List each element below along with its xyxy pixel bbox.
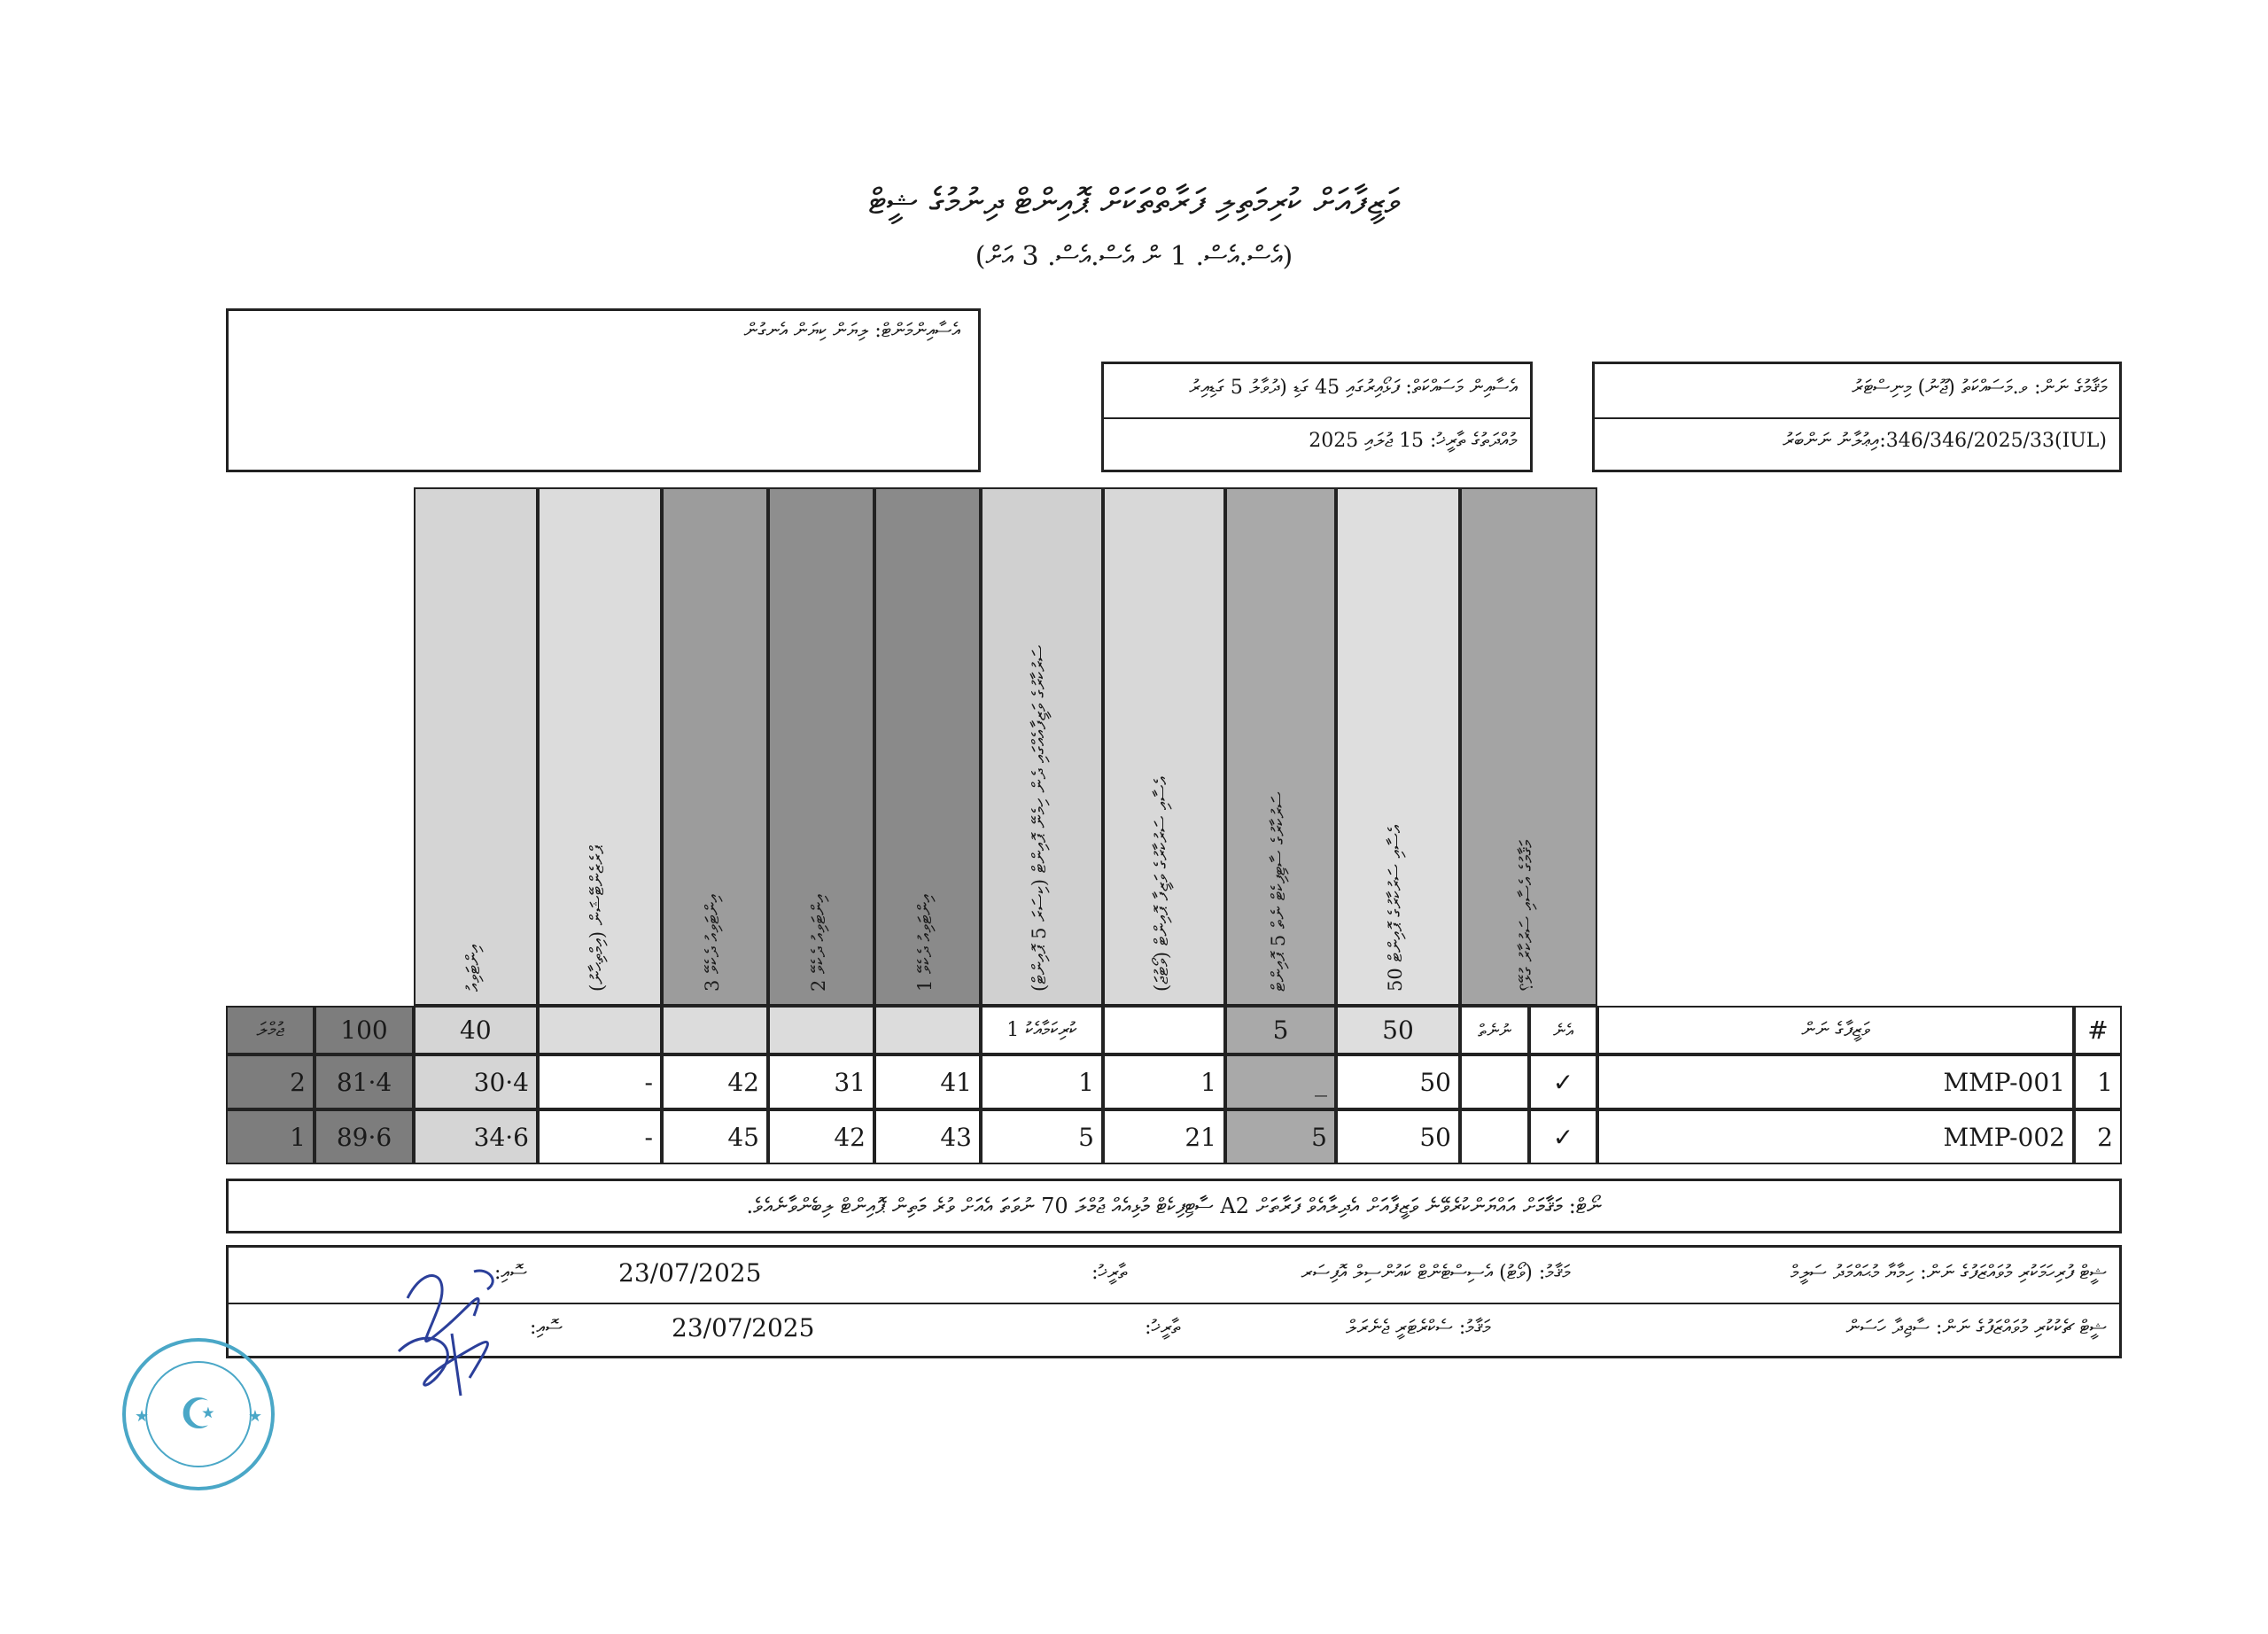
checked-date: 23/07/2025: [672, 1313, 815, 1342]
filled-by: ޝީޓް ފުރިހަމަކުރި މުވައްޒަފުގެ ނަން: ހިމާޔާ މުޙައްމަދު ސަލީމް: [1790, 1262, 2107, 1284]
table-cell: 1: [1103, 1054, 1225, 1109]
col-header: އިންޓަވިއު: [414, 487, 538, 1006]
sub-header: 100: [315, 1006, 414, 1054]
col-header: ސަރުކާރުގެ ސާޓިފިކެޓް ނެތް 5 ޕޮއިންޓް: [1225, 487, 1336, 1006]
sub-header: ނުނެތް: [1460, 1006, 1529, 1054]
office-box: [1592, 362, 2122, 472]
sub-header: ވަޒީފާގެ ނަން: [1597, 1006, 2074, 1054]
sub-header: [1103, 1006, 1225, 1054]
table-cell: 43: [874, 1109, 981, 1164]
office-name: މަޤާމުގެ ނަން: ވ.މަސައްކަތު (ޖޫނު) މިނިސްޓަރު: [1852, 377, 2107, 399]
filled-by-post: މަޤާމު: (ވޯޓު) އެސިސްޓެންޓް ކައުންސިލް އޮފިސަރ: [1301, 1262, 1570, 1284]
job-level: އެސާއިން މަސައްކަތް: ފަޅޯއިރުގައި 45 ގަޑި (ދުވާލު 5 ގަޑިއިރު: [1189, 377, 1518, 399]
sign-label: ސޮއި:: [530, 1317, 563, 1339]
checked-by-post: މަޤާމު: ސެކްރެޓަރީ ޖެނެރަލް: [1346, 1317, 1490, 1339]
sub-header: 5: [1225, 1006, 1336, 1054]
sub-header: ޖުމްލަ: [226, 1006, 315, 1054]
table-cell: 31: [768, 1054, 874, 1109]
table-cell: 50: [1336, 1109, 1460, 1164]
col-header: އެސާއި ސަރުކާރުގެ ޕޮއިންޓް 50: [1336, 487, 1460, 1006]
table-cell: 5: [1225, 1109, 1336, 1164]
sub-header: ކުރިކަމާއެކު 1: [981, 1006, 1103, 1054]
table-cell: 30·4: [414, 1054, 538, 1109]
job-title-box: [226, 308, 981, 472]
table-cell-name: MMP-002: [1597, 1109, 2074, 1164]
col-header: އިންޓަވިއު ދެކެވޭ 2: [768, 487, 874, 1006]
table-cell: 1: [981, 1054, 1103, 1109]
col-header: މަޤާމުގެ އެސާއި ސަރުކާރު ގުޅޭ؟: [1460, 487, 1597, 1006]
post-date: މުއްދަތުގެ ތާރީޚު: 15 ޖުލައި 2025: [1309, 430, 1518, 452]
job-level-box: [1101, 362, 1533, 472]
table-cell: 41: [874, 1054, 981, 1109]
checked-by: ޝީޓް ޗެކުކުރި މުވައްޒަފުގެ ނަން: ސާޖިދާ ހަސަން: [1845, 1317, 2107, 1339]
sub-header: [662, 1006, 768, 1054]
table-cell-rank: 1: [226, 1109, 315, 1164]
table-cell: [1460, 1054, 1529, 1109]
signature-image: [390, 1245, 514, 1400]
table-cell-rank: 2: [226, 1054, 315, 1109]
reference-number: (IUL)346/346/2025/33:އިޢުލާނު ނަންބަރު: [1783, 430, 2107, 452]
table-cell: 45: [662, 1109, 768, 1164]
filled-date: 23/07/2025: [618, 1258, 762, 1288]
table-cell-check: ✓: [1529, 1054, 1597, 1109]
table-cell: 21: [1103, 1109, 1225, 1164]
sub-header: #: [2074, 1006, 2122, 1054]
col-header: އެސާއި ސަރުކާރުގެ ވަޒީފާ ޕޮއިންޓް (ވޯޓުޖަ): [1103, 487, 1225, 1006]
table-cell: 42: [768, 1109, 874, 1164]
table-cell-total: 81·4: [315, 1054, 414, 1109]
col-header: އިންޓަވިއު ދެކެވޭ 1: [874, 487, 981, 1006]
sub-header: [768, 1006, 874, 1054]
sign-label: ސޮއި:: [494, 1262, 528, 1284]
table-cell-check: ✓: [1529, 1109, 1597, 1164]
page-subtitle: (އެސް.އެސް. 1 ން އެސް.އެސް. 3 އަށް): [975, 241, 1293, 272]
col-header: އިންޓަވިއު ދެކެވޭ 3: [662, 487, 768, 1006]
col-header: ސަރުކާރުގެ ވަޒީފާއެއްގައި ދެން ހިމެނޭ ޕޮއިންޓް (ކިސަރަ 5 ޕޮއިންޓް): [981, 487, 1103, 1006]
sub-header: [874, 1006, 981, 1054]
table-cell: 42: [662, 1054, 768, 1109]
table-cell-name: MMP-001: [1597, 1054, 2074, 1109]
table-cell: 34·6: [414, 1109, 538, 1164]
col-header: ޕްރެޒެންޓޭޝަން (އިމްތިޙާނު): [538, 487, 662, 1006]
table-cell: 5: [981, 1109, 1103, 1164]
date-label: ތާރީޚު:: [1091, 1262, 1127, 1284]
date-label: ތާރީޚު:: [1145, 1317, 1180, 1339]
sub-header: އެނެ: [1529, 1006, 1597, 1054]
points-table: [226, 487, 2122, 1165]
table-cell: 50: [1336, 1054, 1460, 1109]
sub-header: 50: [1336, 1006, 1460, 1054]
sub-header: 40: [414, 1006, 538, 1054]
note-box: ނޯޓް: މަޤާމަށް އައްޔަންކުރެވޭނެ ވަޒީފާއަށް އެދިލާއެވް ފަރާތަށް A2 ސާޓިފިކެޓް މުޅިއެއް ޖުމްލަ 70 ނުވަތަ އެއަށް ވުރެ މަތިން ޕޮއިންޓް ލިބެންވާނެއެވެ.: [226, 1179, 2122, 1233]
table-cell-num: 2: [2074, 1109, 2122, 1164]
table-cell: _: [1225, 1054, 1336, 1109]
table-cell-total: 89·6: [315, 1109, 414, 1164]
page-title: ވަޒީފާއަށް ކުރިމަތިލި ފަރާތްތަކަށް ޕޮއިންޓް ދިނުމުގެ ޝީޓް: [868, 182, 1400, 222]
table-cell: [1460, 1109, 1529, 1164]
table-cell: -: [538, 1109, 662, 1164]
table-cell: -: [538, 1054, 662, 1109]
table-cell-num: 1: [2074, 1054, 2122, 1109]
official-seal: ★ ★ ☪: [122, 1338, 275, 1490]
job-title: އެސާއިންމަންޓް: ލިޔަން ކިޔަން އެނގުން: [743, 320, 960, 342]
sub-header: [538, 1006, 662, 1054]
emblem-icon: ☪: [179, 1389, 218, 1439]
